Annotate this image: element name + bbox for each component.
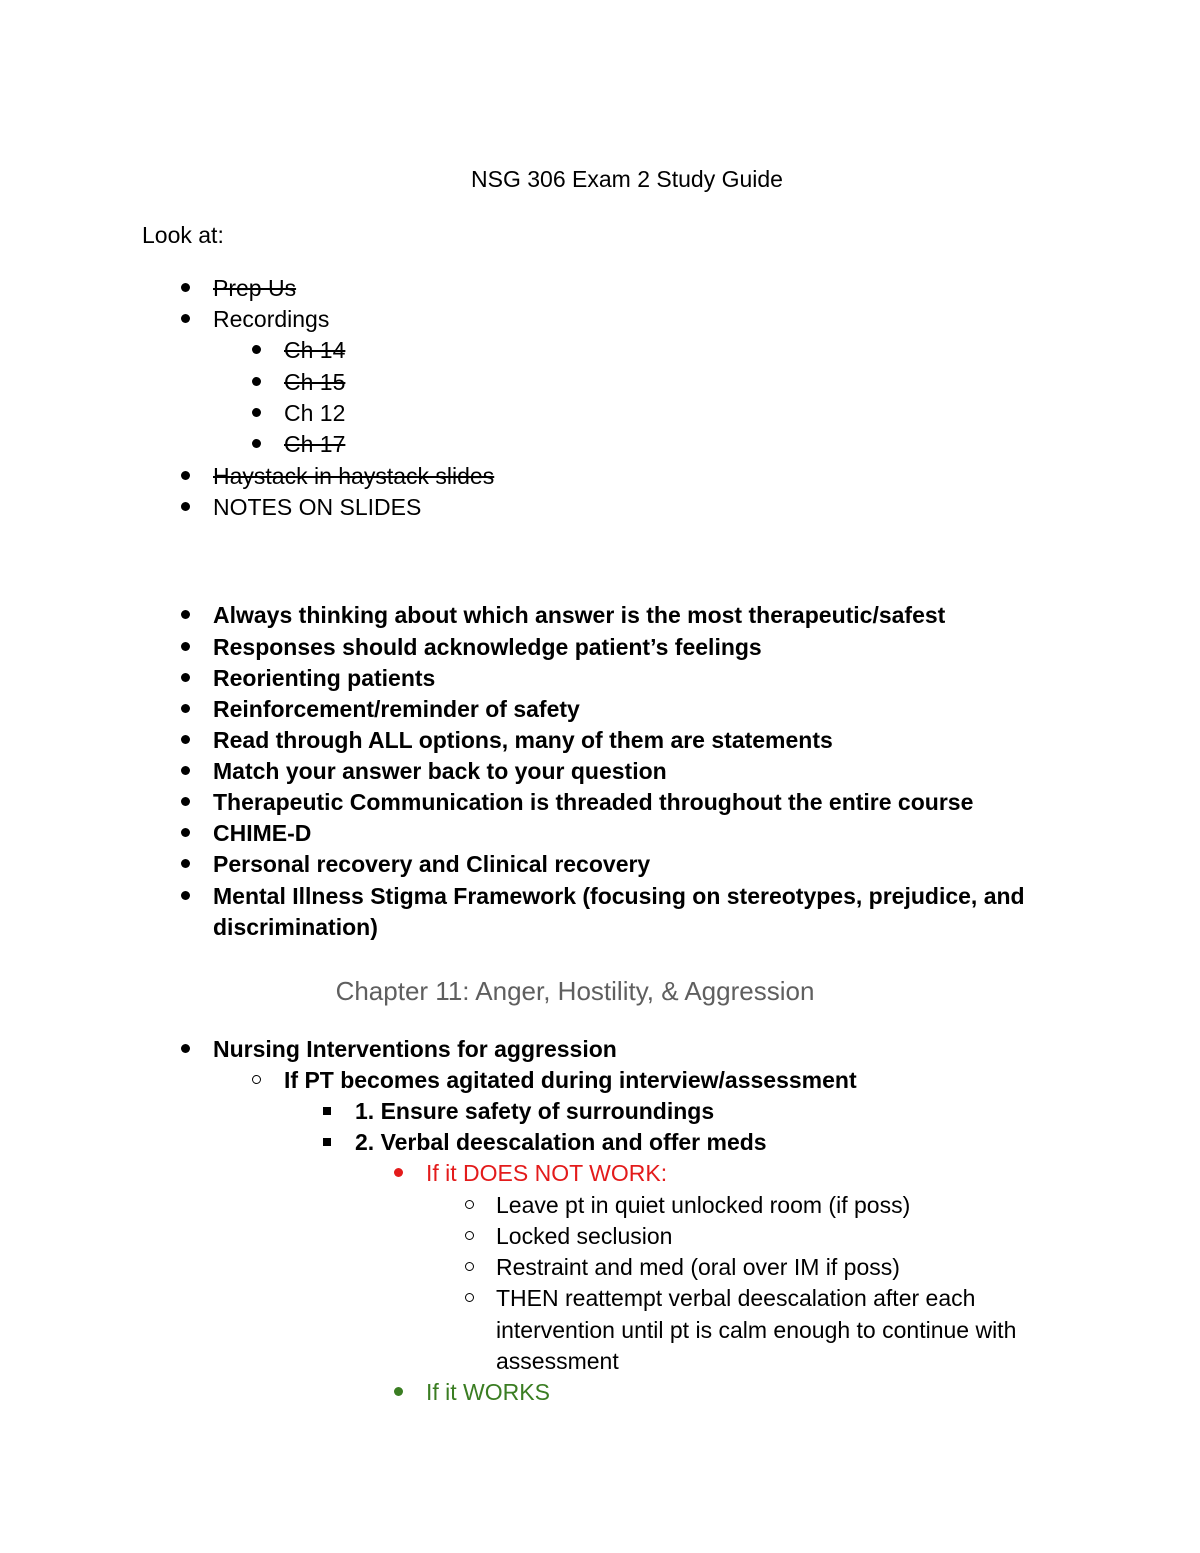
list-item: Leave pt in quiet unlocked room (if poss) (496, 1192, 911, 1218)
list-item: Mental Illness Stigma Framework (focusing on stereotypes, prejudice, and (213, 883, 1025, 909)
bullet-icon (175, 663, 195, 694)
bullet-icon (175, 1034, 195, 1065)
hollow-bullet-icon (459, 1221, 479, 1252)
list-item: Always thinking about which answer is the most therapeutic/safest (213, 602, 946, 628)
list-item: Reinforcement/reminder of safety (213, 696, 580, 722)
bullet-icon (175, 304, 195, 335)
list-item: THEN reattempt verbal deescalation after each (496, 1285, 976, 1311)
list-item: Responses should acknowledge patient’s feelings (213, 634, 762, 660)
bullet-icon (246, 335, 266, 366)
list-item: Ch 12 (284, 400, 346, 426)
hollow-bullet-icon (459, 1252, 479, 1283)
list-item: Recordings (213, 306, 330, 332)
hollow-bullet-icon (246, 1065, 266, 1096)
bullet-icon (246, 367, 266, 398)
hollow-bullet-icon (459, 1283, 479, 1314)
list-item: If it WORKS (426, 1379, 550, 1405)
bullet-icon (175, 818, 195, 849)
bullet-icon (175, 787, 195, 818)
bullet-icon (175, 694, 195, 725)
list-item: CHIME-D (213, 820, 312, 846)
list-item: If PT becomes agitated during interview/assessment (284, 1067, 857, 1093)
list-item: Ch 17 (284, 431, 346, 457)
list-item: Prep Us (213, 275, 297, 301)
bullet-icon (175, 273, 195, 304)
bullet-icon (175, 632, 195, 663)
list-item: Nursing Interventions for aggression (213, 1036, 617, 1062)
bullet-icon (388, 1377, 408, 1408)
bullet-icon (175, 881, 195, 912)
bullet-icon (175, 461, 195, 492)
page-title: NSG 306 Exam 2 Study Guide (471, 166, 783, 192)
list-item-continuation: intervention until pt is calm enough to continue with (496, 1317, 1017, 1343)
bullet-icon (246, 429, 266, 460)
look-at-label: Look at: (142, 222, 224, 248)
bullet-icon (175, 600, 195, 631)
hollow-bullet-icon (459, 1190, 479, 1221)
list-item: Therapeutic Communication is threaded throughout the entire course (213, 789, 974, 815)
bullet-icon (175, 756, 195, 787)
bullet-icon (246, 398, 266, 429)
list-item: 1. Ensure safety of surroundings (355, 1098, 715, 1124)
list-item: Haystack in haystack slides (213, 463, 495, 489)
list-item: Personal recovery and Clinical recovery (213, 851, 651, 877)
square-bullet-icon (317, 1127, 337, 1158)
bullet-icon (175, 849, 195, 880)
list-item: Ch 14 (284, 337, 346, 363)
list-item: Match your answer back to your question (213, 758, 667, 784)
bullet-icon (175, 492, 195, 523)
list-item-continuation: discrimination) (213, 914, 378, 940)
list-item: NOTES ON SLIDES (213, 494, 422, 520)
list-item: If it DOES NOT WORK: (426, 1160, 668, 1186)
bullet-icon (388, 1158, 408, 1189)
list-item: Read through ALL options, many of them are statements (213, 727, 833, 753)
list-item: Reorienting patients (213, 665, 436, 691)
square-bullet-icon (317, 1096, 337, 1127)
list-item: Restraint and med (oral over IM if poss) (496, 1254, 900, 1280)
list-item: Ch 15 (284, 369, 346, 395)
bullet-icon (175, 725, 195, 756)
list-item-continuation: assessment (496, 1348, 619, 1374)
list-item: Locked seclusion (496, 1223, 673, 1249)
chapter-heading: Chapter 11: Anger, Hostility, & Aggression (335, 976, 815, 1006)
list-item: 2. Verbal deescalation and offer meds (355, 1129, 767, 1155)
